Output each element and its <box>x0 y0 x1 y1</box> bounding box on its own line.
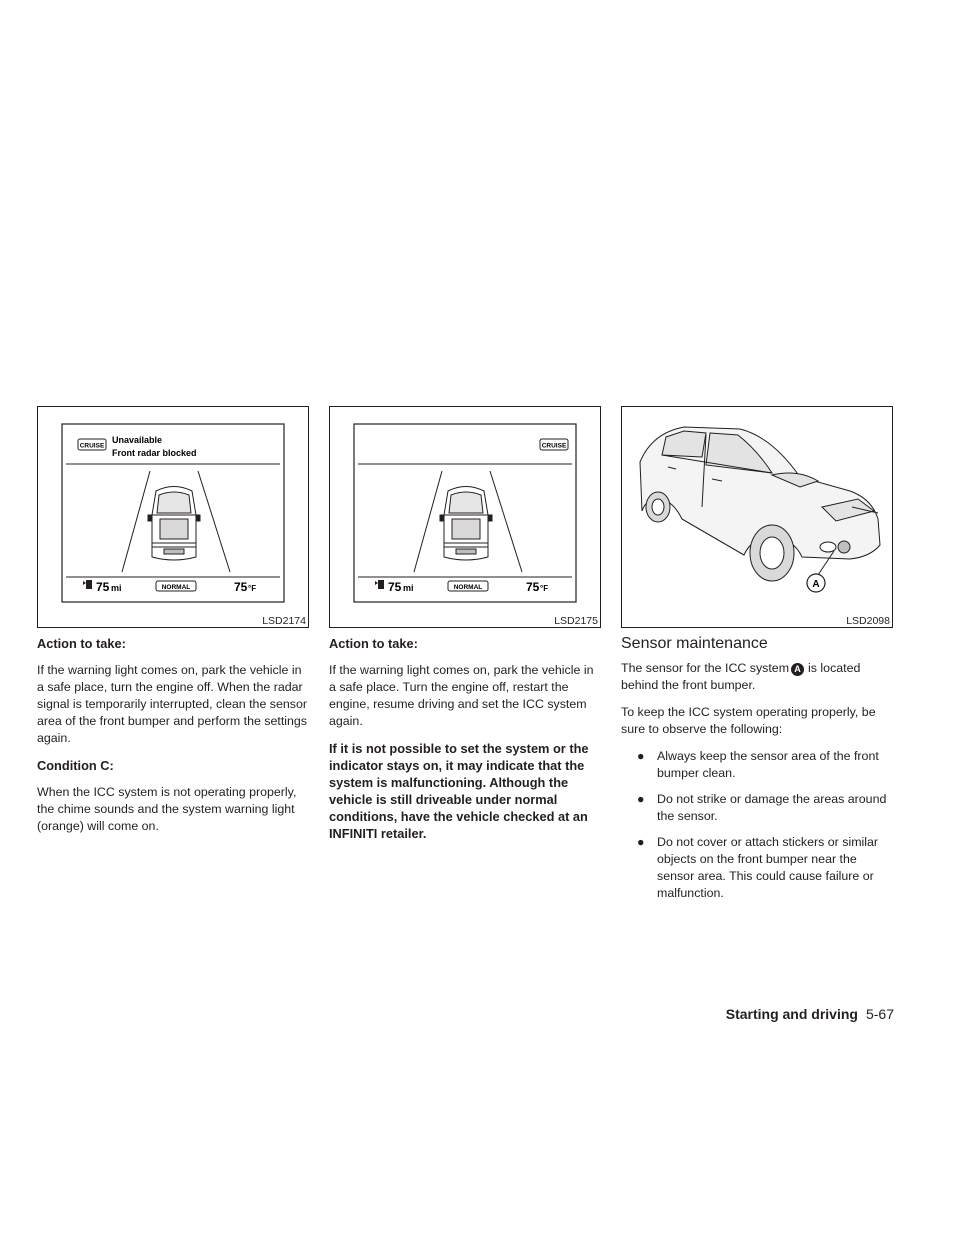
temp-unit: °F <box>248 584 257 593</box>
display-illustration <box>330 407 600 627</box>
display-illustration <box>38 407 308 627</box>
list-item: ● Do not cover or attach stickers or similar objects on the front bumper near the sensor area. This could cause failure or malfunction. <box>637 835 879 900</box>
column-1 <box>37 406 309 845</box>
message-line-1: Unavailable <box>112 435 163 445</box>
footer-section: Starting and driving <box>725 1006 858 1022</box>
figure-vehicle-sensor <box>621 406 893 628</box>
paragraph: If the warning light comes on, park the vehicle in a safe place, turn the engine off. When the radar signal is temporarily interrupted, clean the sensor area of the front bumper and perform the settings again. <box>37 663 307 745</box>
car-rear-icon <box>148 487 200 561</box>
paragraph: The sensor for the ICC system A is located behind the front bumper. <box>621 661 861 692</box>
bullet-icon: ● <box>637 835 645 849</box>
heading-action: Action to take: <box>329 636 418 651</box>
column-3 <box>621 406 893 911</box>
page-footer <box>726 1006 894 1022</box>
figure-id: LSD2174 <box>262 615 306 627</box>
range-unit: mi <box>403 583 414 593</box>
paragraph: If the warning light comes on, park the vehicle in a safe place. Turn the engine off, restart the engine, resume driving and set the ICC system again. <box>329 663 594 728</box>
cruise-label: CRUISE <box>541 442 567 450</box>
heading-condition-c: Condition C: <box>37 758 114 773</box>
vehicle-icon <box>640 427 880 581</box>
temp-value: 75 <box>526 580 540 594</box>
bullet-icon: ● <box>637 749 645 763</box>
vehicle-illustration <box>622 407 892 627</box>
mode-label: NORMAL <box>161 584 191 591</box>
bullet-icon: ● <box>637 792 645 806</box>
fuel-icon <box>371 581 378 585</box>
column-2 <box>329 406 601 852</box>
figure-display-radar-blocked <box>37 406 309 628</box>
range-value: 75 <box>96 580 110 594</box>
figure-id: LSD2098 <box>846 615 890 627</box>
range-value: 75 <box>388 580 402 594</box>
warning-text: If it is not possible to set the system or the indicator stays on, it may indicate that the system is malfunctioning. Although the vehicle is still driveable under normal conditions, have the vehicle checked at an INFINITI retailer. <box>329 741 589 841</box>
fuel-icon <box>79 581 86 585</box>
temp-value: 75 <box>234 580 248 594</box>
paragraph: To keep the ICC system operating properly, be sure to observe the following: <box>621 705 876 736</box>
maintenance-list <box>621 748 893 902</box>
section-title: Sensor maintenance <box>621 635 768 652</box>
range-unit: mi <box>111 583 122 593</box>
callout-a-marker: A <box>791 663 804 676</box>
figure-id: LSD2175 <box>554 615 598 627</box>
svg-text:A: A <box>812 579 820 590</box>
cruise-label: CRUISE <box>79 442 105 450</box>
page-number: 5-67 <box>865 1006 894 1022</box>
figure-display-normal <box>329 406 601 628</box>
list-item: ● Do not strike or damage the areas around the sensor. <box>637 792 887 823</box>
paragraph: When the ICC system is not operating properly, the chime sounds and the system warning light (orange) will come on. <box>37 785 297 833</box>
temp-unit: °F <box>540 584 549 593</box>
car-rear-icon <box>440 487 492 561</box>
message-line-2: Front radar blocked <box>112 448 197 458</box>
mode-label: NORMAL <box>453 584 483 591</box>
list-item: ● Always keep the sensor area of the front bumper clean. <box>637 749 879 780</box>
heading-action: Action to take: <box>37 636 126 651</box>
